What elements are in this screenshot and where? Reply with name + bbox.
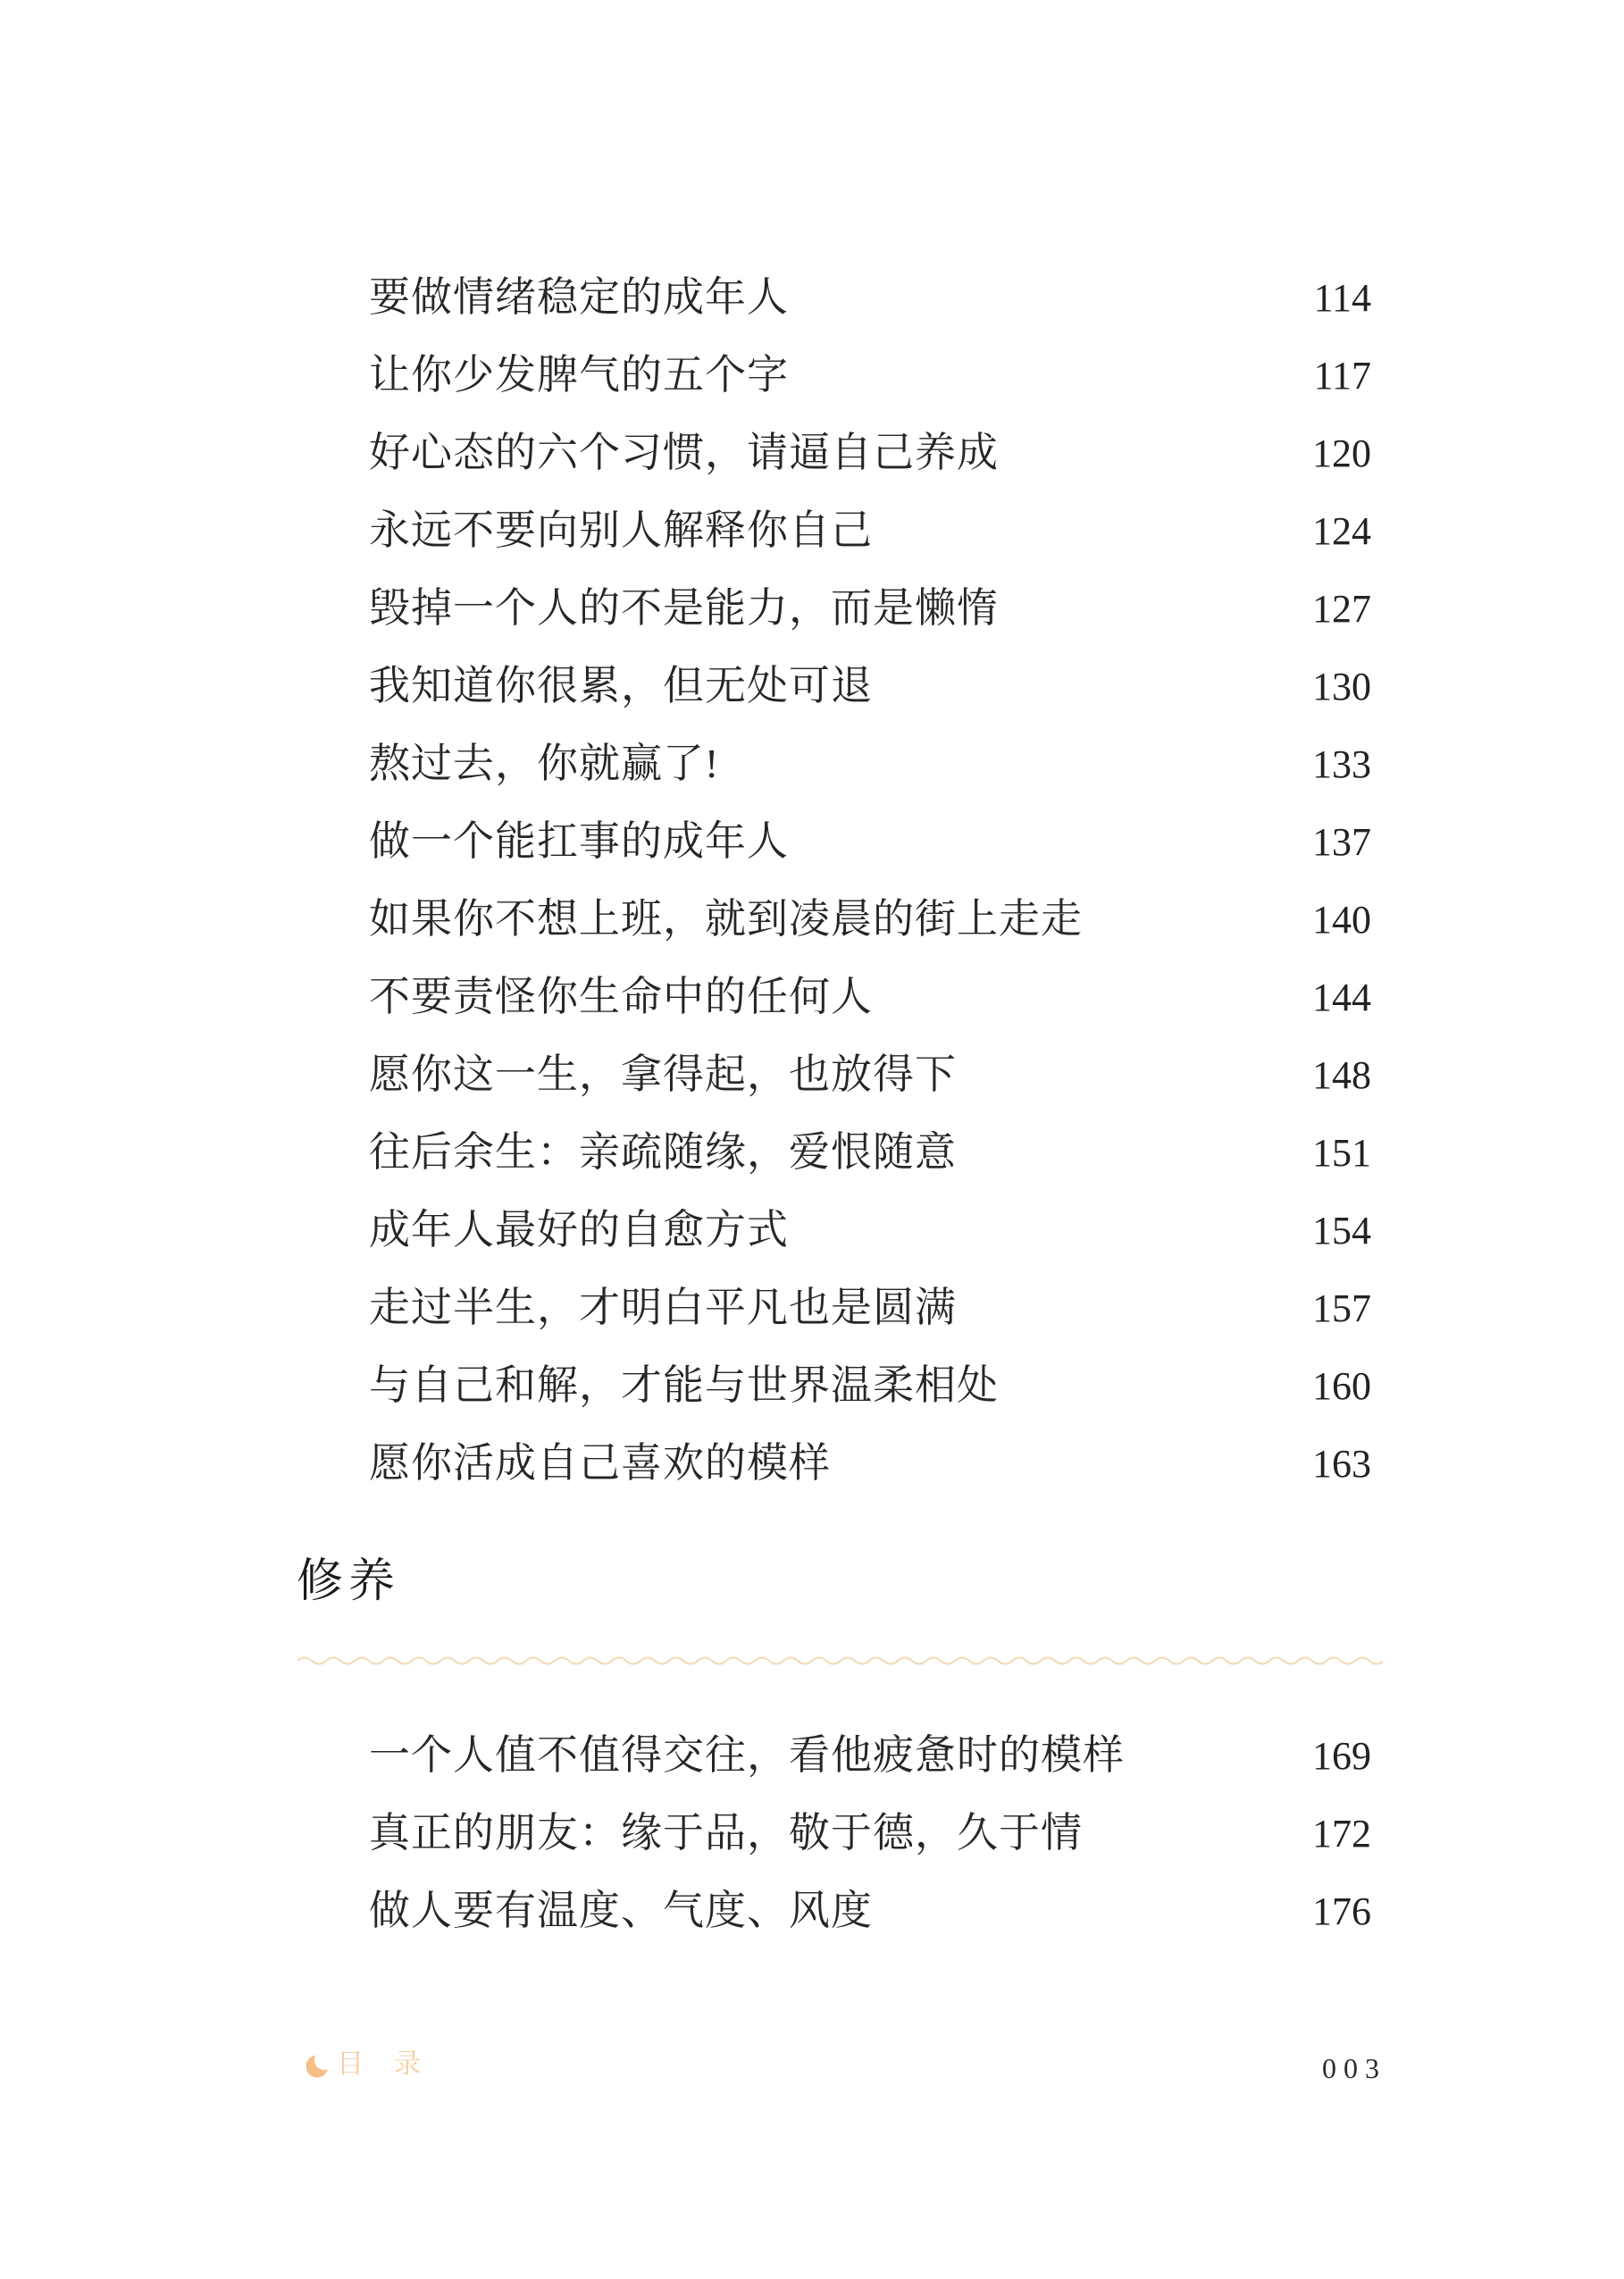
toc-entry-row — [369, 432, 1371, 510]
toc-entry-title: 与自己和解，才能与世界温柔相处 — [369, 1362, 999, 1408]
footer-label: 目 录 — [337, 2049, 423, 2079]
toc-entry-row — [369, 818, 1371, 899]
toc-entry-title: 永远不要向别人解释你自己 — [369, 507, 873, 553]
footer — [306, 2049, 423, 2080]
section-heading: 修养 — [297, 1555, 401, 1607]
toc-entry-title: 愿你这一生，拿得起，也放得下 — [369, 1052, 957, 1097]
toc-entry-page: 133 — [1312, 742, 1371, 786]
toc-entry-row — [369, 1890, 1371, 1968]
toc-entry-title: 如果你不想上班，就到凌晨的街上走走 — [369, 896, 1083, 942]
toc-entry-row — [369, 1810, 1371, 1890]
toc-entry-page: 144 — [1312, 976, 1371, 1019]
toc-entry-page: 169 — [1312, 1734, 1371, 1778]
toc-entry-page: 130 — [1312, 665, 1371, 708]
toc-entry-title: 好心态的六个习惯，请逼自己养成 — [369, 430, 999, 475]
toc-entry-row — [369, 1207, 1371, 1287]
toc-entry-title: 做一个能扛事的成年人 — [369, 818, 789, 864]
toc-entry-row — [369, 1362, 1371, 1443]
toc-entry-row — [369, 1129, 1371, 1210]
toc-entry-row — [369, 1440, 1371, 1521]
toc-entry-row — [369, 585, 1371, 666]
toc-entry-page: 127 — [1312, 587, 1371, 631]
toc-entry-page: 154 — [1312, 1209, 1371, 1253]
toc-entry-page: 120 — [1312, 432, 1371, 475]
toc-entry-page: 151 — [1312, 1131, 1371, 1175]
toc-entry-title: 做人要有温度、气度、风度 — [369, 1888, 873, 1933]
toc-entry-title: 往后余生：亲疏随缘，爱恨随意 — [369, 1129, 957, 1175]
toc-entry-row — [369, 663, 1371, 743]
toc-entry-row — [369, 743, 1371, 821]
toc-entry-title: 我知道你很累，但无处可退 — [369, 663, 873, 708]
wave-divider — [297, 1653, 1383, 1667]
toc-entry-title: 真正的朋友：缘于品，敬于德，久于情 — [369, 1810, 1083, 1856]
toc-entry-page: 124 — [1312, 509, 1371, 553]
toc-entry-title: 熬过去，你就赢了! — [369, 741, 720, 786]
toc-entry-row — [369, 1054, 1371, 1132]
crescent-moon-icon — [306, 2049, 330, 2080]
toc-entry-page: 163 — [1312, 1442, 1371, 1486]
toc-entry-page: 157 — [1312, 1286, 1371, 1330]
section-gap — [369, 1667, 1371, 1735]
toc-entry-title: 成年人最好的自愈方式 — [369, 1207, 789, 1253]
toc-entry-page: 137 — [1312, 820, 1371, 864]
toc-entry-title: 不要责怪你生命中的任何人 — [369, 974, 873, 1019]
toc-entry-page: 172 — [1312, 1812, 1371, 1856]
toc-entry-page: 148 — [1312, 1053, 1371, 1097]
toc-entry-title: 愿你活成自己喜欢的模样 — [369, 1440, 831, 1486]
toc-entry-row — [369, 1287, 1371, 1365]
toc-entry-page: 176 — [1312, 1889, 1371, 1933]
toc-entry-page: 117 — [1313, 354, 1371, 398]
toc-entry-row — [369, 352, 1371, 432]
toc-list — [297, 274, 1371, 1968]
toc-entry-title: 毁掉一个人的不是能力，而是懒惰 — [369, 585, 999, 631]
toc-entry-row — [369, 1732, 1371, 1813]
page-number: 003 — [1322, 2052, 1386, 2084]
toc-entry-row — [369, 896, 1371, 976]
toc-entry-title: 走过半生，才明白平凡也是圆满 — [369, 1285, 957, 1330]
toc-entry-title: 让你少发脾气的五个字 — [369, 352, 789, 398]
toc-entry-title: 要做情绪稳定的成年人 — [369, 274, 789, 320]
toc-entry-row — [369, 976, 1371, 1054]
toc-entry-row — [369, 507, 1371, 588]
toc-entry-row — [369, 274, 1371, 355]
toc-entry-title: 一个人值不值得交往，看他疲惫时的模样 — [369, 1732, 1125, 1778]
toc-entry-page: 114 — [1313, 276, 1371, 320]
toc-entry-page: 160 — [1312, 1364, 1371, 1408]
toc-entry-page: 140 — [1312, 898, 1371, 942]
